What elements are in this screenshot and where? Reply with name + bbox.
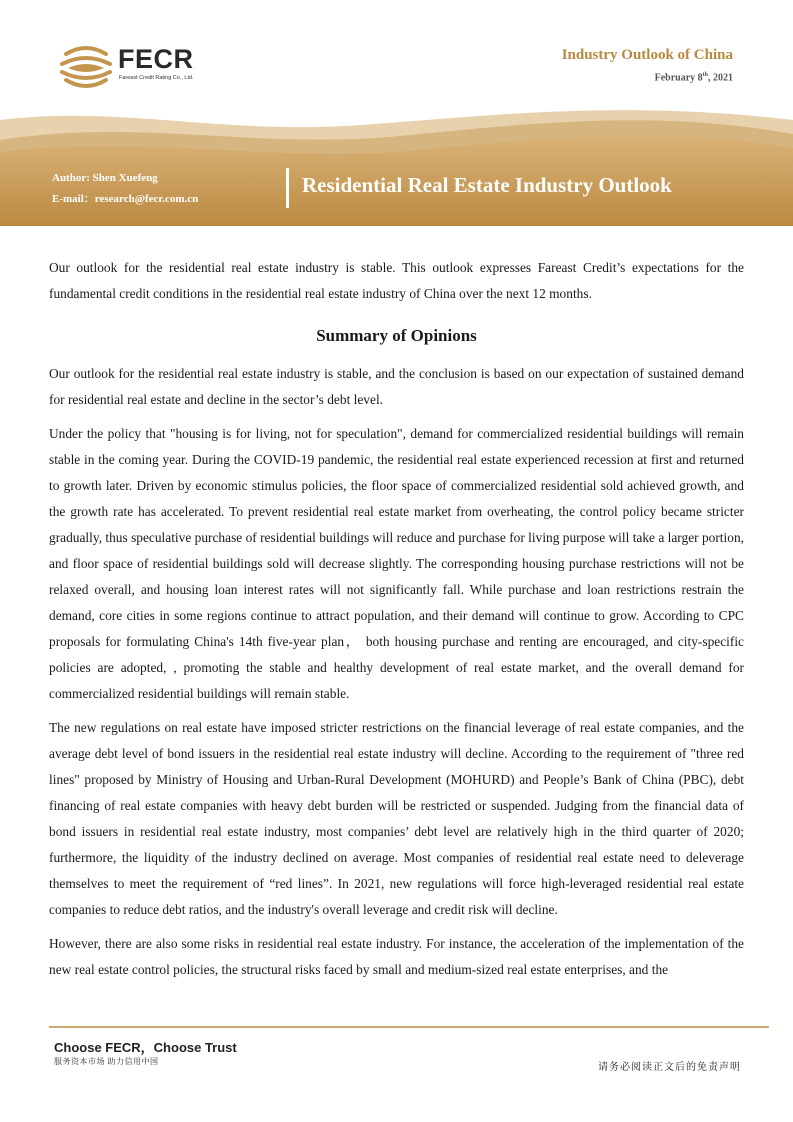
report-title: Residential Real Estate Industry Outlook <box>302 173 672 197</box>
banner-divider <box>286 168 289 208</box>
footer-slogan-cn: 服务资本市场 助力信用中国 <box>54 1057 159 1066</box>
date-month: February 8 <box>654 72 703 84</box>
date-year: , 2021 <box>708 72 733 84</box>
body-paragraph-3: The new regulations on real estate have imposed stricter restrictions on the financial leverage of real estate companies, and the average debt level of bond issuers in the residential real estate industry will decline. According to the requirement of "three red lines" proposed by Ministry of Housing and Urban-Rural Development (MOHURD) and People’s Bank of China (PBC), debt financing of real estate companies with heavy debt burden will be restricted or suspended. Judging from the financial data of bond issuers in residential real estate industry, most companies’ debt level are relatively high in the third quarter of 2020; furthermore, the liquidity of the industry declined on average. Most companies of residential real estate need to deleverage themselves to meet the requirement of “red lines”. In 2021, new regulations will force high-leveraged residential real estate companies to reduce debt ratios, and the industry's overall leverage and credit risk will decline. <box>49 720 744 917</box>
body-paragraph-2: Under the policy that "housing is for living, not for speculation", demand for commercialized residential buildings will remain stable in the coming year. During the COVID-19 pandemic, the residential real estate experienced recession at first and returned to growth later. Driven by economic stimulus policies, the floor space of commercialized residential sold achieved growth, and the growth rate has accelerated. To prevent residential real estate market from overheating, the control policy became stricter gradually, thus speculative purchase of residential buildings will reduce and purchase for living purpose will take a larger portion, and floor space of residential buildings sold will decrease slightly. The corresponding housing purchase restrictions will not be relaxed overall, and housing loan interest rates will not significantly fall. While purchase and loan restrictions restrain the demand, core cities in some regions continue to attract population, and their demand will continue to grow. According to CPC proposals for formulating China's 14th five-year plan， both housing purchase and renting are encouraged, and city-specific policies are adopted, , promoting the stable and healthy development of real estate market, and the overall demand for commercialized residential buildings will remain stable. <box>49 426 744 701</box>
body-paragraph-4: However, there are also some risks in residential real estate industry. For instance, the acceleration of the implementation of the new real estate control policies, the structural risks faced by small and medium-sized real estate enterprises, and the <box>49 936 744 977</box>
author-name: Author: Shen Xuefeng <box>52 172 158 184</box>
publish-date <box>655 72 733 83</box>
author-email[interactable]: E-mail：research@fecr.com.cn <box>52 193 199 205</box>
footer-disclaimer: 请务必阅读正文后的免责声明 <box>598 1062 741 1073</box>
author-block <box>52 168 198 210</box>
footer-divider <box>49 1026 769 1028</box>
body-paragraph-1: Our outlook for the residential real estate industry is stable, and the conclusion is based on our expectation of sustained demand for residential real estate and decline in the sector’s debt level. <box>49 366 744 407</box>
footer-slogan: Choose FECR，Choose Trust <box>54 1040 237 1055</box>
fecr-logo-icon <box>58 42 114 90</box>
logo-subtext: Fareast Credit Rating Co., Ltd. <box>119 75 194 81</box>
intro-paragraph: Our outlook for the residential real estate industry is stable. This outlook expresses Fareast Credit’s expectations for the fundamental credit conditions in the residential real estate industry of China over the next 12 months. <box>49 260 744 301</box>
logo-text: FECR <box>118 44 194 74</box>
date-suffix: th <box>702 72 708 78</box>
company-logo <box>58 42 218 90</box>
section-title: Summary of Opinions <box>316 326 477 345</box>
series-title: Industry Outlook of China <box>561 47 733 63</box>
report-body <box>49 255 744 991</box>
